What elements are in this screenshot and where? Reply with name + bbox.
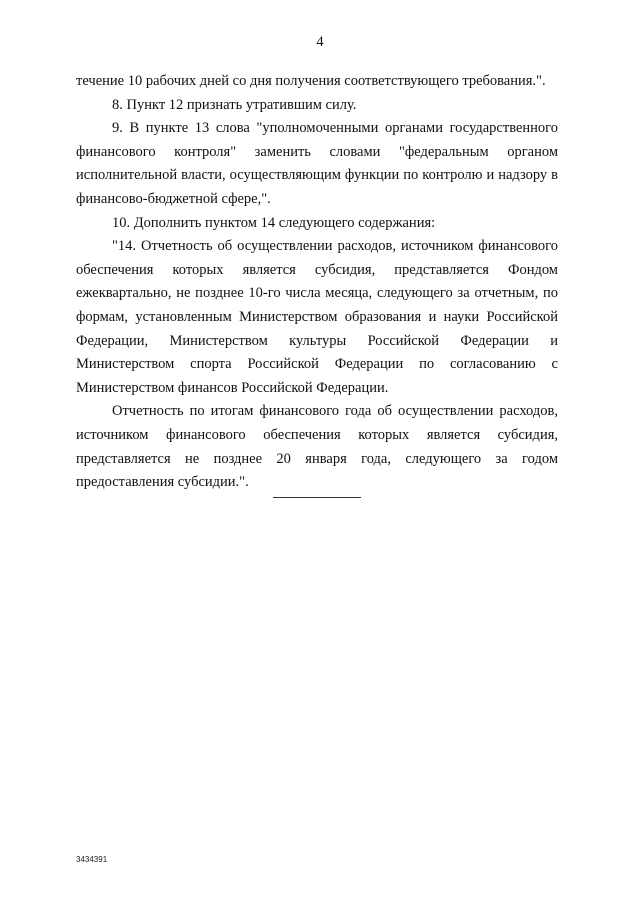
paragraph-item-8: 8. Пункт 12 признать утратившим силу.	[112, 96, 357, 113]
paragraph-item-14-quote: "14. Отчетность об осуществлении расходов, источником финансового обеспечения которых является субсидия, представляется Фондом ежеквартально, не позднее 10-го числа месяца, следующего за отчетным, по формам, установленным Министерством образования и науки Российской Федерации, Министерством культуры Российской Федерации и Министерством спорта Российской Федерации по согласованию с Министерством финансов Российской Федерации.	[76, 238, 558, 396]
paragraph-item-10: 10. Дополнить пунктом 14 следующего содержания:	[112, 214, 436, 231]
page-number: 4	[316, 34, 324, 50]
footer-document-code: 3434391	[76, 855, 108, 864]
paragraph-continuation: течение 10 рабочих дней со дня получения соответствующего требования.".	[76, 73, 546, 89]
paragraph-item-9: 9. В пункте 13 слова "уполномоченными органами государственного финансового контроля" заменить словами "федеральным органом исполнительной власти, осуществляющим функции по контролю и надзору в финансово-бюджетной сфере,".	[76, 120, 558, 207]
document-body	[76, 70, 558, 495]
paragraph-annual-reporting: Отчетность по итогам финансового года об осуществлении расходов, источником финансового обеспечения которых является субсидия, представляется не позднее 20 января года, следующего за годом предоставления субсидии.".	[76, 403, 558, 491]
end-separator-line	[273, 497, 361, 498]
